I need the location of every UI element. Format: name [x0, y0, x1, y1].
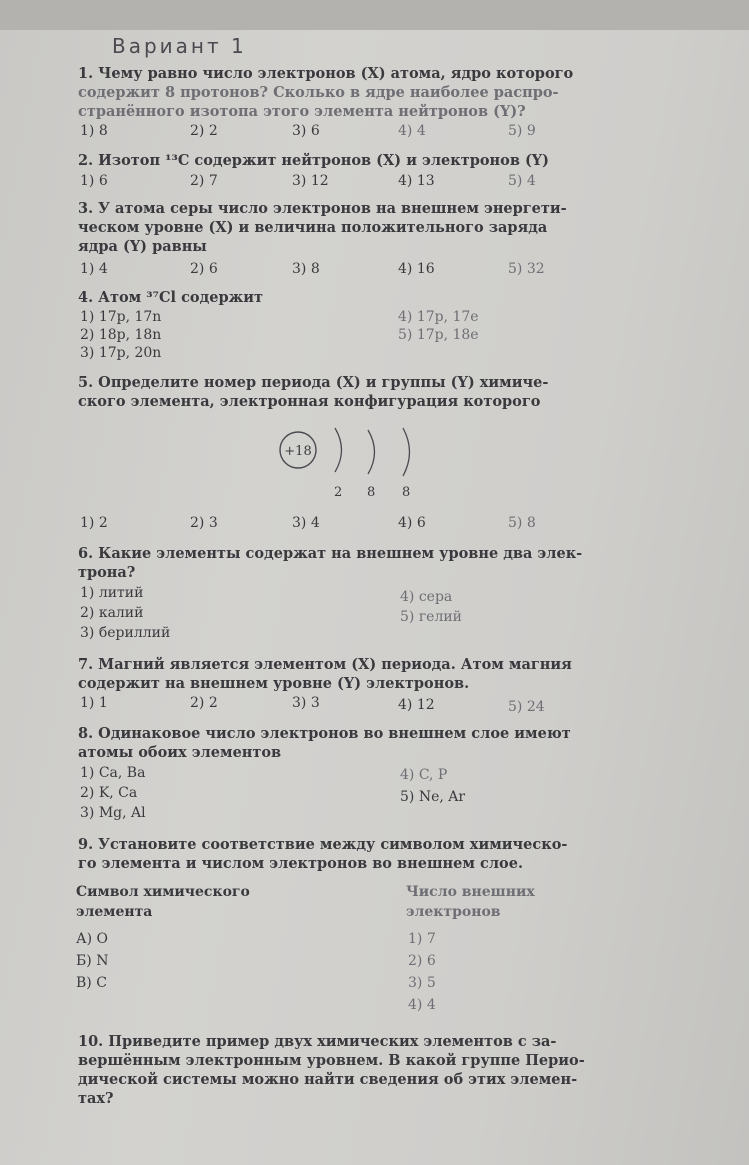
q3-option: 4) 16	[398, 261, 435, 277]
match-col1-header-line: элемента	[76, 904, 153, 920]
q8-option: 2) K, Ca	[80, 785, 138, 801]
question-8	[78, 724, 638, 762]
question-3-line: 3. У атома серы число электронов на внешнем энергети-	[78, 200, 567, 217]
match-col2-header-line: электронов	[406, 904, 501, 920]
q5-option: 1) 2	[80, 515, 108, 531]
question-8-line: атомы обоих элементов	[78, 744, 282, 761]
question-5	[78, 373, 638, 411]
q2-option: 5) 4	[508, 173, 536, 189]
q6-option: 4) сера	[400, 589, 453, 605]
q5-option: 2) 3	[190, 515, 218, 531]
question-7-line: содержит на внешнем уровне (Y) электронов.	[78, 675, 470, 692]
electron-shell-diagram	[278, 420, 428, 505]
q6-option: 2) калий	[80, 605, 144, 621]
match-electron-count: 1) 7	[408, 931, 436, 947]
q1-option: 2) 2	[190, 123, 218, 139]
q1-option: 1) 8	[80, 123, 108, 139]
question-3-line: ческом уровне (X) и величина положительного заряда	[78, 219, 548, 236]
q3-option: 5) 32	[508, 261, 545, 277]
q6-option: 1) литий	[80, 585, 144, 601]
match-electron-count: 2) 6	[408, 953, 436, 969]
question-9-line: го элемента и числом электронов во внешнем слое.	[78, 855, 524, 872]
question-6-line: 6. Какие элементы содержат на внешнем уровне два элек-	[78, 545, 583, 562]
question-1-line: 1. Чему равно число электронов (X) атома, ядро которого	[78, 65, 574, 82]
question-9-line: 9. Установите соответствие между символом химическо-	[78, 836, 568, 853]
q3-option: 2) 6	[190, 261, 218, 277]
shell-1-electrons: 2	[334, 485, 343, 500]
question-2	[78, 151, 638, 170]
q4-option: 1) 17p, 17n	[80, 309, 162, 325]
match-element: А) O	[76, 931, 108, 947]
q8-option: 1) Ca, Ba	[80, 765, 146, 781]
match-electron-count: 4) 4	[408, 997, 436, 1013]
q1-option: 4) 4	[398, 123, 426, 139]
match-col1-header	[76, 882, 250, 922]
question-10-line: вершённым электронным уровнем. В какой группе Перио-	[78, 1052, 585, 1069]
q5-option: 5) 8	[508, 515, 536, 531]
q7-option: 3) 3	[292, 695, 320, 711]
question-4-line: 4. Атом ³⁷Cl содержит	[78, 289, 264, 306]
q7-option: 4) 12	[398, 697, 435, 713]
q5-option: 4) 6	[398, 515, 426, 531]
q2-option: 3) 12	[292, 173, 329, 189]
question-6-line: трона?	[78, 564, 136, 581]
shell-3-electrons: 8	[402, 485, 411, 500]
match-electron-count: 3) 5	[408, 975, 436, 991]
q4-option: 5) 17p, 18e	[398, 327, 479, 343]
question-6	[78, 544, 638, 582]
q7-option: 1) 1	[80, 695, 108, 711]
question-10-line: тах?	[78, 1090, 114, 1107]
q8-option: 3) Mg, Al	[80, 805, 146, 821]
question-7-line: 7. Магний является элементом (X) периода. Атом магния	[78, 656, 572, 673]
question-1-line: странённого изотопа этого элемента нейтронов (Y)?	[78, 103, 526, 120]
question-5-line: ского элемента, электронная конфигурация которого	[78, 393, 541, 410]
question-3	[78, 199, 638, 256]
q4-option: 4) 17p, 17e	[398, 309, 479, 325]
shell-arc-2	[368, 430, 375, 474]
match-element: Б) N	[76, 953, 109, 969]
match-col2-header-line: Число внешних	[406, 884, 535, 900]
question-5-line: 5. Определите номер периода (X) и группы (Y) химиче-	[78, 374, 549, 391]
question-10	[78, 1032, 638, 1108]
question-4	[78, 288, 638, 307]
q2-option: 1) 6	[80, 173, 108, 189]
match-element: В) C	[76, 975, 107, 991]
q3-option: 3) 8	[292, 261, 320, 277]
question-2-line: 2. Изотоп ¹³C содержит нейтронов (X) и электронов (Y)	[78, 152, 550, 169]
question-1	[78, 64, 638, 121]
question-10-line: дической системы можно найти сведения об этих элемен-	[78, 1071, 578, 1088]
question-7	[78, 655, 638, 693]
question-3-line: ядра (Y) равны	[78, 238, 207, 255]
q5-option: 3) 4	[292, 515, 320, 531]
question-8-line: 8. Одинаковое число электронов во внешнем слое имеют	[78, 725, 571, 742]
q8-option: 4) C, P	[400, 767, 448, 783]
q7-option: 5) 24	[508, 699, 545, 715]
match-col2-header	[406, 882, 535, 922]
match-col1-header-line: Символ химического	[76, 884, 250, 900]
q3-option: 1) 4	[80, 261, 108, 277]
q6-option: 3) бериллий	[80, 625, 171, 641]
q7-option: 2) 2	[190, 695, 218, 711]
nucleus-charge: +18	[284, 444, 312, 459]
q1-option: 3) 6	[292, 123, 320, 139]
q2-option: 2) 7	[190, 173, 218, 189]
shell-arc-3	[403, 428, 410, 476]
q1-option: 5) 9	[508, 123, 536, 139]
q4-option: 2) 18p, 18n	[80, 327, 162, 343]
q2-option: 4) 13	[398, 173, 435, 189]
q4-option: 3) 17p, 20n	[80, 345, 162, 361]
question-10-line: 10. Приведите пример двух химических элементов с за-	[78, 1033, 557, 1050]
shell-arc-1	[335, 428, 342, 472]
q8-option: 5) Ne, Ar	[400, 789, 466, 805]
question-9	[78, 835, 638, 873]
question-1-line: содержит 8 протонов? Сколько в ядре наиболее распро-	[78, 84, 559, 101]
variant-title: Вариант 1	[112, 34, 247, 58]
shell-2-electrons: 8	[367, 485, 376, 500]
q6-option: 5) гелий	[400, 609, 462, 625]
